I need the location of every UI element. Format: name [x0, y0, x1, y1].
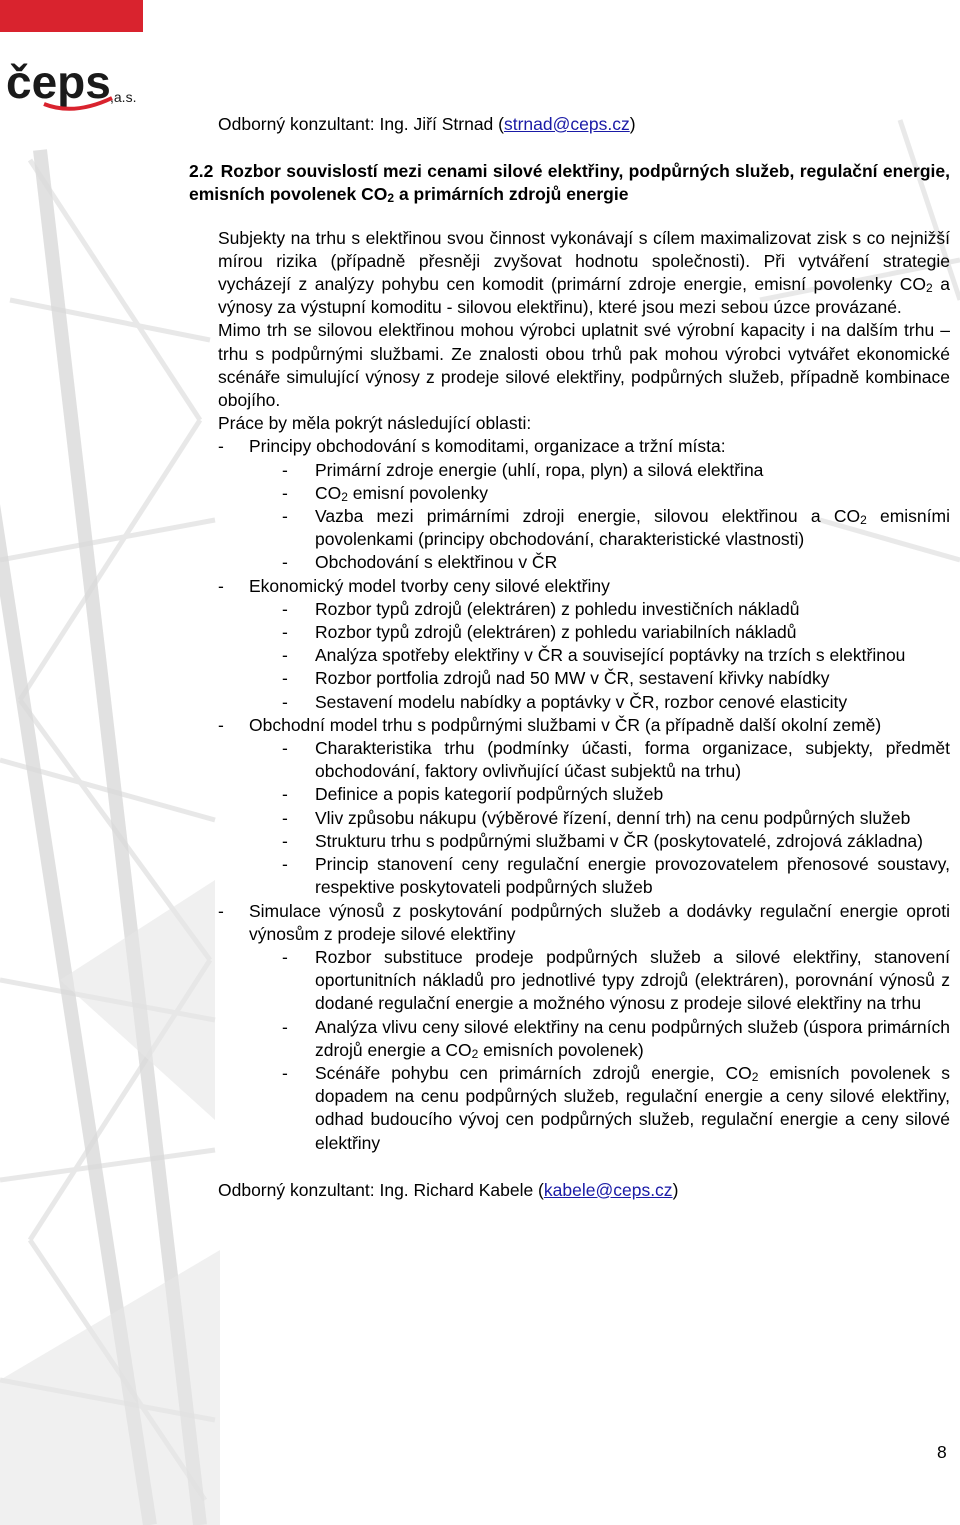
email-link-strnad[interactable]: strnad@ceps.cz — [503, 114, 630, 134]
sublist-item-text: Definice a popis kategorií podpůrných služeb — [315, 784, 664, 805]
bullet-dash: - — [282, 830, 288, 851]
bullet-dash: - — [282, 691, 288, 712]
sublist-item — [218, 621, 950, 644]
bullet-dash: - — [218, 900, 224, 921]
bullet-dash: - — [282, 482, 288, 503]
sublist-item — [218, 1016, 950, 1062]
sublist-item — [218, 505, 950, 551]
subscript: 2 — [471, 1046, 479, 1061]
paragraph-1-subscript: 2 — [926, 281, 933, 296]
sublist-item-text: Strukturu trhu s podpůrnými službami v ČR (poskytovatelé, zdrojová základna) — [315, 830, 923, 851]
bullet-dash: - — [218, 575, 224, 596]
section-heading — [189, 160, 950, 206]
sublist-item-text: Analýza vlivu ceny silové elektřiny na cenu podpůrných služeb (úspora primárních zdrojů energie a CO — [315, 1016, 950, 1060]
sublist-item — [218, 691, 950, 714]
bullet-dash: - — [218, 436, 224, 457]
paragraph-3: Práce by měla pokrýt následující oblasti: — [218, 413, 532, 434]
sublist-item-text: Sestavení modelu nabídky a poptávky v ČR, rozbor cenové elasticity — [315, 691, 848, 712]
list-item — [218, 435, 950, 574]
consultant-bottom — [218, 1179, 950, 1202]
section-title-subscript: 2 — [387, 191, 395, 206]
paragraph-1-text-b: a výnosy za výstupní komoditu - silovou elektřinu), které jsou mezi sebou úzce provázané. — [218, 274, 950, 318]
sublist-item-text: emisní povolenky — [347, 482, 489, 503]
bullet-dash: - — [282, 946, 288, 967]
bullet-dash: - — [282, 645, 288, 666]
list-item-label: Obchodní model trhu s podpůrnými službami v ČR (a případně další okolní země) — [249, 714, 882, 735]
sublist-item-text: Obchodování s elektřinou v ČR — [315, 552, 558, 573]
sublist — [249, 459, 950, 575]
sublist-item — [218, 830, 950, 853]
brand-red-bar — [0, 0, 143, 32]
sublist-item-text: emisními povolenkami (principy obchodování, charakteristické vlastnosti) — [315, 506, 950, 550]
bullet-dash: - — [282, 622, 288, 643]
main-content — [189, 113, 950, 1202]
sublist-item-text: emisních povolenek s dopadem na cenu podpůrných služeb, regulační energie a ceny silové elektřiny, odhad budoucího vývoj cen podpůrných služeb, regulační energie a ceny silové elektřiny — [315, 1062, 950, 1153]
bullet-dash: - — [282, 1062, 288, 1083]
sublist-item — [218, 482, 950, 505]
sublist-item — [218, 459, 950, 482]
consultant-top — [218, 113, 950, 136]
bullet-dash: - — [282, 1016, 288, 1037]
sublist-item — [218, 783, 950, 806]
paragraph-1 — [218, 227, 950, 320]
consultant-suffix: ) — [672, 1179, 679, 1200]
bullet-dash: - — [282, 807, 288, 828]
sublist-item-text: Rozbor typů zdrojů (elektráren) z pohledu variabilních nákladů — [315, 622, 797, 643]
section-title-part1: Rozbor souvislostí mezi cenami silové elektřiny, podpůrných služeb, regulační energie, emisních povolenek CO — [189, 161, 950, 205]
list-item-label: Simulace výnosů z poskytování podpůrných služeb a dodávky regulační energie oproti výnosům z prodeje silové elektřiny — [249, 900, 950, 944]
bullet-dash: - — [282, 784, 288, 805]
section-number: 2.2 — [189, 161, 214, 182]
sublist-item-text: Analýza spotřeby elektřiny v ČR a související poptávky na trzích s elektřinou — [315, 645, 906, 666]
sublist-item-text: Rozbor portfolia zdrojů nad 50 MW v ČR, sestavení křivky nabídky — [315, 668, 830, 689]
list-item-label: Principy obchodování s komoditami, organizace a tržní místa: — [249, 436, 726, 457]
sublist-item — [218, 807, 950, 830]
paragraph-2: Mimo trh se silovou elektřinou mohou výrobci uplatnit své výrobní kapacity i na dalším trhu – trhu s podpůrnými službami. Ze znalosti obou trhů pak mohou výrobci vytvářet ekonomické scénáře simulující výnosy z prodeje silové elektřiny, podpůrných služeb, případně kombinace obojího. — [218, 320, 950, 411]
sublist — [249, 598, 950, 714]
list-item — [218, 900, 950, 1155]
sublist-item-text: Rozbor substituce prodeje podpůrných služeb a silové elektřiny, stanovení oportunitních nákladů pro jednotlivé typy zdrojů (elektráren), porovnání výnosů z dodané regulační energie a možného výnosu z prodeje silové elektřiny na trhu — [315, 946, 950, 1014]
bullet-dash: - — [282, 506, 288, 527]
consultant-label: Odborný konzultant: Ing. Richard Kabele ( — [218, 1179, 544, 1200]
sublist-item-text: Primární zdroje energie (uhlí, ropa, plyn) a silová elektřina — [315, 459, 764, 480]
consultant-suffix: ) — [629, 114, 636, 134]
sublist-item — [218, 598, 950, 621]
bullet-dash: - — [282, 552, 288, 573]
bullet-dash: - — [282, 598, 288, 619]
list-item — [218, 714, 950, 900]
sublist-item-text: CO — [315, 482, 342, 503]
page-number: 8 — [937, 1442, 947, 1462]
sublist-item — [218, 1062, 950, 1155]
subscript: 2 — [751, 1069, 759, 1084]
svg-text:,a.s.: ,a.s. — [110, 89, 137, 105]
svg-text:čeps: čeps — [6, 58, 111, 108]
sublist-item-text: Princip stanovení ceny regulační energie provozovatelem přenosové soustavy, respektive poskytovateli podpůrných služeb — [315, 854, 950, 898]
sublist-item-text: Vliv způsobu nákupu (výběrové řízení, denní trh) na cenu podpůrných služeb — [315, 807, 911, 828]
sublist-item — [218, 644, 950, 667]
sublist-item-text: Scénáře pohybu cen primárních zdrojů energie, CO — [315, 1062, 752, 1083]
sublist-item-text: Vazba mezi primárními zdroji energie, silovou elektřinou a CO — [315, 506, 861, 527]
sublist-item-text: Charakteristika trhu (podmínky účasti, forma organizace, subjekty, předmět obchodování, faktory ovlivňující účast subjektů na trhu) — [315, 738, 950, 782]
sublist — [249, 946, 950, 1155]
paragraph-1-text-a: Subjekty na trhu s elektřinou svou činnost vykonávají s cílem maximalizovat zisk s co nejnižší mírou rizika (případně přesněji zvyšovat hodnotu společnosti). Při vytváření strategie vycházejí z analýzy pohybu cen komodit (primární zdroje energie, emisní povolenky CO — [218, 227, 950, 295]
consultant-label: Odborný konzultant: Ing. Jiří Strnad ( — [218, 114, 504, 134]
sublist-item — [218, 853, 950, 899]
section-title-part2: a primárních zdrojů energie — [394, 184, 629, 205]
list-item-label: Ekonomický model tvorby ceny silové elektřiny — [249, 575, 610, 596]
list-item — [218, 575, 950, 714]
bullet-dash: - — [282, 668, 288, 689]
sublist-item — [218, 946, 950, 1016]
bullet-dash: - — [218, 714, 224, 735]
bullet-dash: - — [282, 459, 288, 480]
sublist-item — [218, 551, 950, 574]
sublist — [249, 737, 950, 899]
subscript: 2 — [341, 489, 348, 504]
topic-list — [218, 435, 950, 1154]
ceps-logo — [4, 58, 154, 118]
email-link-kabele[interactable]: kabele@ceps.cz — [543, 1179, 673, 1200]
sublist-item-text: Rozbor typů zdrojů (elektráren) z pohledu investičních nákladů — [315, 598, 800, 619]
sublist-item — [218, 667, 950, 690]
bullet-dash: - — [282, 854, 288, 875]
subscript: 2 — [860, 513, 867, 528]
sublist-item — [218, 737, 950, 783]
bullet-dash: - — [282, 738, 288, 759]
sublist-item-text: emisních povolenek) — [478, 1039, 644, 1060]
